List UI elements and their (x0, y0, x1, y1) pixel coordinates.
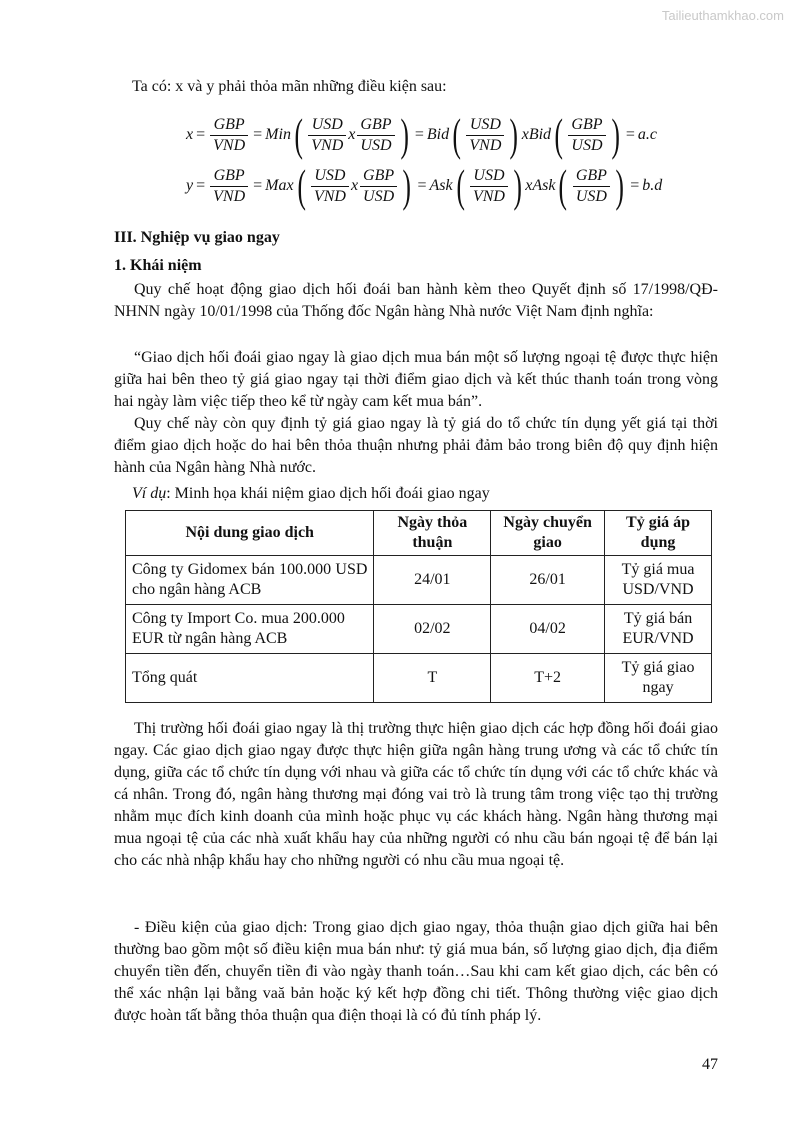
table-cell: 26/01 (491, 556, 605, 605)
times-label: x (350, 177, 359, 194)
frac-den: USD (357, 135, 394, 156)
bid-label: Bid (426, 126, 450, 143)
caption-label: Ví dụ (132, 485, 167, 502)
frac-den: VND (210, 135, 248, 156)
table-cell: Tổng quát (126, 654, 374, 703)
table-row (126, 654, 712, 703)
frac-num: USD (469, 115, 501, 133)
frac-num: USD (473, 166, 505, 184)
frac-den: VND (470, 186, 508, 207)
ask-label: Ask (429, 177, 453, 194)
caption-text: : Minh họa khái niệm giao dịch hối đoái giao ngay (166, 485, 490, 502)
table-cell: Công ty Gidomex bán 100.000 USD cho ngân hàng ACB (126, 556, 374, 605)
table-header-cell: Nội dung giao dịch (126, 511, 374, 556)
frac-num: GBP (360, 115, 392, 133)
table-header-cell: Tỷ giá áp dụng (605, 511, 712, 556)
formula-y-result: b.d (642, 177, 663, 194)
frac-num: GBP (213, 115, 245, 133)
frac-num: USD (311, 115, 343, 133)
frac-den: USD (573, 186, 610, 207)
page-number: 47 (702, 1056, 718, 1073)
frac-num: GBP (363, 166, 395, 184)
formula-y: y = $\frac{\text{GBP}}{\text{VND}}$ = Max ( $\frac{\text{USD}}{\text{VND}}$ x $\frac{\text{GBP}}{\text{USD}}$ ) = Ask ( $\frac{\text{USD}}{\text{VND}}$ ) xAsk ( $\frac{\text{GBP}}{\text{USD}}$ ) = b.d (186, 160, 663, 211)
xbid-label: xBid (521, 126, 552, 143)
frac-num: USD (314, 166, 346, 184)
times-label: x (348, 126, 356, 143)
paragraph-3: Quy chế này còn quy định tỷ giá giao ngay là tỷ giá do tổ chức tín dụng yết giá tại thời điểm giao dịch hoặc do hai bên thỏa thuận nhưng phải đảm bảo trong biên độ quy định hiện hành của Ngân hàng Nhà nước. (114, 415, 718, 476)
frac-num: GBP (213, 166, 245, 184)
table-cell: 24/01 (374, 556, 491, 605)
table-cell: Công ty Import Co. mua 200.000 EUR từ ngân hàng ACB (126, 605, 374, 654)
xask-label: xAsk (525, 177, 556, 194)
paragraph-1: Quy chế hoạt động giao dịch hối đoái ban hành kèm theo Quyết định số 17/1998/QĐ-NHNN ngày 10/01/1998 của Thống đốc Ngân hàng Nhà nước Việt Nam định nghĩa: (114, 281, 718, 320)
formula-x-result: a.c (637, 126, 657, 143)
table-cell: T+2 (491, 654, 605, 703)
paragraph-4: Thị trường hối đoái giao ngay là thị trường thực hiện giao dịch các hợp đồng hối đoái giao ngay. Các giao dịch giao ngay được thực hiện giữa ngân hàng trung ương và các tổ chức tín dụng, giữa các tổ chức tín dụng với nhau và giữa các tổ chức tín dụng với các tổ chức khác và cá nhân. Trong đó, ngân hàng thương mại đóng vai trò là trung tâm trong việc tạo thị trường nhằm mục đích kinh doanh của mình hoặc phục vụ các khách hàng. Ngân hàng thương mại mua ngoại tệ của các nhà xuất khẩu hay của những người có nhu cầu bán ngoại tệ để bán lại cho các nhà nhập khẩu hay cho những người có nhu cầu mua ngoại tệ. (114, 720, 718, 869)
table-caption (132, 483, 490, 505)
table-cell: 02/02 (374, 605, 491, 654)
frac-den: VND (311, 186, 349, 207)
frac-den: VND (308, 135, 346, 156)
table-cell: Tỷ giá bán EUR/VND (605, 605, 712, 654)
watermark: Tailieuthamkhao.com (661, 8, 784, 23)
example-table (125, 510, 712, 703)
max-label: Max (265, 177, 294, 194)
frac-num: GBP (575, 166, 607, 184)
table-header-row (126, 511, 712, 556)
paragraph-5: - Điều kiện của giao dịch: Trong giao dịch giao ngay, thỏa thuận giao dịch giữa hai bên thường bao gồm một số điều kiện mua bán như: tỷ giá mua bán, số lượng giao dịch, địa điểm chuyển tiền đến, chuyển tiền đi vào ngày thanh toán…Sau khi cam kết giao dịch, các bên có thể xác nhận lại bằng vaă bản hoặc ký kết hợp đồng chi tiết. Thông thường việc giao dịch được hoàn tất bằng thỏa thuận qua điện thoại là có đủ tính pháp lý. (114, 919, 718, 1024)
table-cell: Tỷ giá mua USD/VND (605, 556, 712, 605)
table-header-cell: Ngày thỏa thuận (374, 511, 491, 556)
formula-y-lhs: y (186, 177, 194, 194)
section-heading: III. Nghiệp vụ giao ngay (114, 229, 280, 246)
table-header-cell: Ngày chuyển giao (491, 511, 605, 556)
frac-den: VND (466, 135, 504, 156)
min-label: Min (265, 126, 291, 143)
table-cell: 04/02 (491, 605, 605, 654)
frac-num: GBP (571, 115, 603, 133)
sub-heading: 1. Khái niệm (114, 257, 202, 274)
table-row (126, 605, 712, 654)
frac-den: USD (568, 135, 605, 156)
table-cell: Tỷ giá giao ngay (605, 654, 712, 703)
formula-x: x = $\frac{\text{GBP}}{\text{VND}}$ = Min ( $\frac{\text{USD}}{\text{VND}}$ x $\frac{\text{GBP}}{\text{USD}}$ ) = Bid ( $\frac{\text{USD}}{\text{VND}}$ ) xBid ( $\frac{\text{GBP}}{\text{USD}}$ ) = a.c (186, 109, 657, 160)
intro-text: Ta có: x và y phải thỏa mãn những điều kiện sau: (132, 78, 447, 95)
formula-x-lhs: x (186, 126, 194, 143)
frac-den: USD (360, 186, 397, 207)
table-row (126, 556, 712, 605)
frac-den: VND (210, 186, 248, 207)
table-cell: T (374, 654, 491, 703)
paragraph-2: “Giao dịch hối đoái giao ngay là giao dịch mua bán một số lượng ngoại tệ được thực hiện giữa hai bên theo tỷ giá giao ngay tại thời điểm giao dịch và kết thúc thanh toán trong vòng hai ngày làm việc tiếp theo kể từ ngày cam kết mua bán”. (114, 349, 718, 410)
